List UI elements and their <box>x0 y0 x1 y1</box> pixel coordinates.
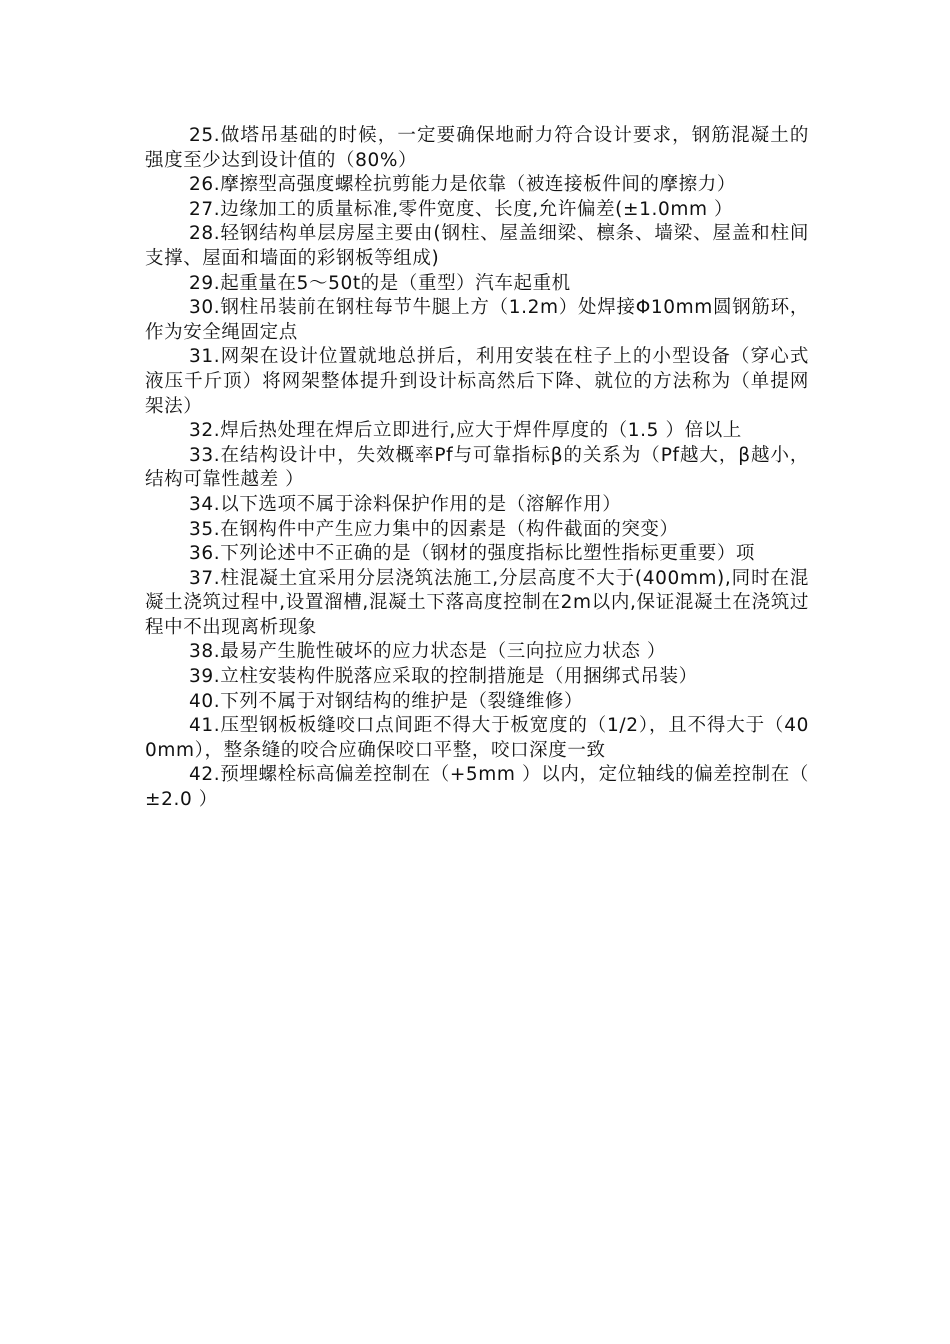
question-35: 35.在钢构件中产生应力集中的因素是（构件截面的突变） <box>189 518 679 540</box>
question-36: 36.下列论述中不正确的是（钢材的强度指标比塑性指标更重要）项 <box>189 543 756 565</box>
question-38: 38.最易产生脆性破坏的应力状态是（三向拉应力状态 ） <box>189 641 667 663</box>
question-32: 32.焊后热处理在焊后立即进行,应大于焊件厚度的（1.5 ）倍以上 <box>189 420 742 442</box>
question-39: 39.立柱安装构件脱落应采取的控制措施是（用捆绑式吊装） <box>189 666 698 688</box>
question-33: 33.在结构设计中，失效概率Pf与可靠指标β的关系为（Pf越大，β越小，结构可靠性越差 ） <box>145 444 809 491</box>
question-30: 30.钢柱吊装前在钢柱每节牛腿上方（1.2m）处焊接Φ10mm圆钢筋环，作为安全绳固定点 <box>145 297 809 343</box>
question-26: 26.摩擦型高强度螺栓抗剪能力是依靠（被连接板件间的摩擦力） <box>189 174 736 196</box>
question-40: 40.下列不属于对钢结构的维护是（裂缝维修） <box>189 690 584 712</box>
question-29: 29.起重量在5～50t的是（重型）汽车起重机 <box>189 272 571 294</box>
question-25: 25.做塔吊基础的时候，一定要确保地耐力符合设计要求，钢筋混凝土的强度至少达到设计值的（80%） <box>145 125 809 171</box>
question-28: 28.轻钢结构单层房屋主要由(钢柱、屋盖细梁、檩条、墙梁、屋盖和柱间支撑、屋面和墙面的彩钢板等组成) <box>145 223 809 269</box>
question-31: 31.网架在设计位置就地总拼后，利用安装在柱子上的小型设备（穿心式液压千斤顶）将网架整体提升到设计标高然后下降、就位的方法称为（单提网架法） <box>145 346 809 417</box>
document-body <box>145 124 809 813</box>
question-37: 37.柱混凝土宜采用分层浇筑法施工,分层高度不大于(400mm),同时在混凝土浇筑过程中,设置溜槽,混凝土下落高度控制在2m以内,保证混凝土在浇筑过程中不出现离析现象 <box>145 567 809 638</box>
question-41: 41.压型钢板板缝咬口点间距不得大于板宽度的（1/2），且不得大于（400mm），整条缝的咬合应确保咬口平整，咬口深度一致 <box>145 715 809 761</box>
question-42: 42.预埋螺栓标高偏差控制在（+5mm ）以内，定位轴线的偏差控制在（ ±2.0 ） <box>145 764 809 811</box>
question-34: 34.以下选项不属于涂料保护作用的是（溶解作用） <box>189 493 622 515</box>
question-27: 27.边缘加工的质量标准,零件宽度、长度,允许偏差(±1.0mm ） <box>189 198 734 220</box>
